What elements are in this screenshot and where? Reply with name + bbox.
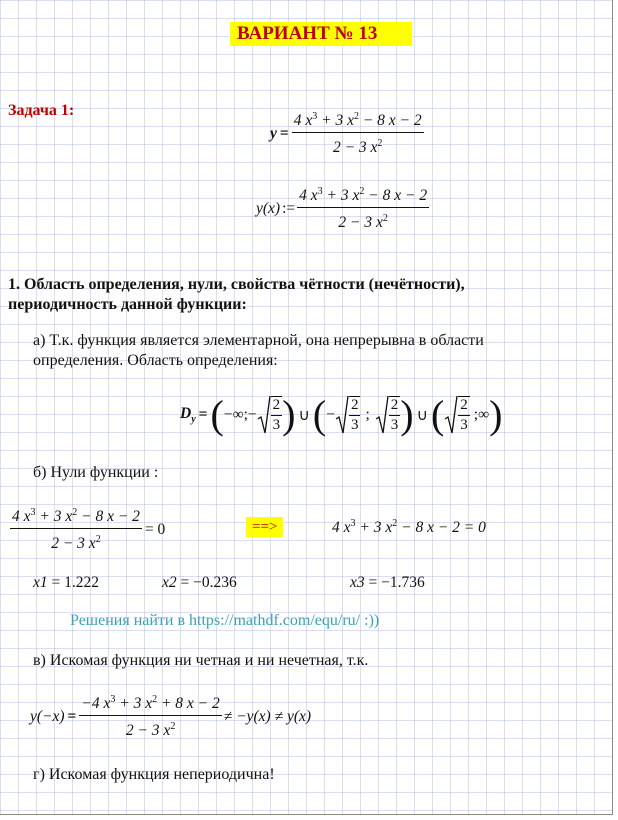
sqrt-2-3-a: $\frac{2}{3}$ — [257, 395, 283, 435]
part-d-label: г) Искомая функция непериодична! — [33, 766, 275, 783]
parity-fraction — [79, 694, 221, 740]
root-x2: x2 = −0.236 — [162, 574, 237, 591]
sqrt-2-3-d: $\frac{2}{3}$ — [444, 395, 470, 435]
zeros-fraction — [10, 507, 142, 553]
zeros-polynomial: 4 $x^3 + 3$ $x^2 - 8$ x − 2 = 0 — [332, 518, 486, 536]
eq1-fraction — [292, 111, 424, 157]
domain-interval3-right: ;∞ — [473, 406, 490, 423]
domain-interval1-left: −∞;− — [223, 406, 257, 423]
domain-expression — [180, 390, 502, 440]
paren-open-1: ( — [210, 392, 224, 437]
section1-heading-line2: периодичность данной функции: — [8, 296, 247, 313]
zeros-numerator: 4 $x^3 + 3$ $x^2 - 8$ x − 2 — [10, 507, 142, 529]
eq1-denominator: 2 − 3 $x^2$ — [332, 138, 383, 156]
eq2-lhs: y(x) — [256, 200, 281, 217]
part-c-label: в) Искомая функция ни четная и ни нечетная, т.к. — [33, 652, 369, 669]
paren-open-3: ( — [430, 392, 445, 437]
parity-numerator: −4 $x^3 + 3$ $x^2 + 8$ x − 2 — [79, 694, 221, 716]
part-a-line1: а) Т.к. функция является элементарной, она непрерывна в области — [33, 332, 484, 349]
parity-tail: ≠ −y(x) ≠ y(x) — [223, 708, 312, 725]
paren-close-3: ) — [489, 392, 503, 437]
domain-sep: ; — [365, 406, 370, 423]
variant-title: ВАРИАНТ № 13 — [230, 22, 412, 46]
paren-open-2: ( — [312, 392, 327, 437]
root-x3: x3 = −1.736 — [350, 574, 425, 591]
page-edge-bottom — [0, 814, 613, 815]
paren-close-2: ) — [400, 392, 414, 437]
task-label: Задача 1: — [8, 102, 75, 119]
eq2-denominator: 2 − 3 $x^2$ — [338, 213, 388, 231]
part-a-line2: определения. Область определения: — [33, 352, 278, 369]
zeros-rhs: = 0 — [144, 521, 166, 538]
root-x1: x1 = 1.222 — [33, 574, 100, 591]
domain-label: $D_y$ — [180, 404, 196, 426]
parity-op: = — [67, 708, 77, 725]
paren-close-1: ) — [282, 392, 296, 437]
zeros-denominator: 2 − 3 $x^2$ — [51, 534, 101, 552]
section1-heading-line1: 1. Область определения, нули, свойства чётности (нечётности), — [8, 276, 465, 293]
solver-link[interactable]: Решения найти в https://mathdf.com/equ/ru/ :)) — [70, 612, 380, 629]
zeros-equation — [10, 507, 165, 553]
sqrt-2-3-b: $\frac{2}{3}$ — [335, 395, 361, 435]
equation-y-of-x — [256, 186, 429, 232]
eq1-op: = — [279, 125, 289, 142]
eq2-numerator: 4 $x^3 + 3$ $x^2 - 8$ x − 2 — [297, 186, 429, 208]
parity-equation — [30, 694, 311, 740]
parity-denominator: 2 − 3 $x^2$ — [125, 721, 176, 739]
eq2-fraction — [297, 186, 429, 232]
part-b-label: б) Нули функции : — [33, 464, 159, 481]
eq1-numerator: 4 $x^3 + 3$ $x^2 - 8$ x − 2 — [292, 111, 424, 133]
page-edge-right — [612, 0, 613, 814]
equation-y — [270, 111, 424, 157]
domain-minus: − — [326, 406, 335, 423]
implies-arrow: ==> — [246, 517, 283, 537]
union-symbol-1: ∪ — [298, 406, 310, 424]
eq1-lhs: y — [270, 125, 277, 142]
sqrt-2-3-c: $\frac{2}{3}$ — [375, 395, 401, 435]
union-symbol-2: ∪ — [416, 406, 428, 424]
domain-eq: = — [198, 406, 208, 423]
parity-lhs: y(−x) — [30, 708, 65, 725]
eq2-op: := — [282, 200, 296, 217]
